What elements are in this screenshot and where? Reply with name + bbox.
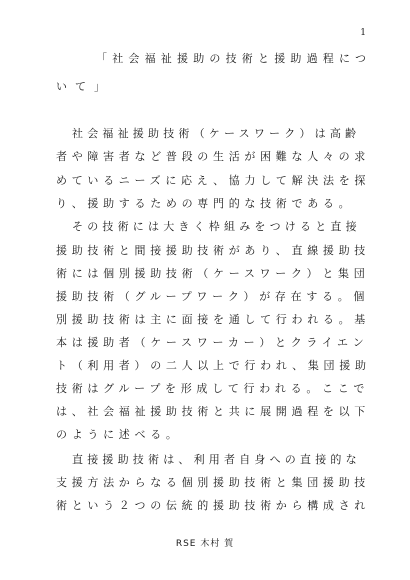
- paragraph-2-line: のように述べる。: [56, 428, 182, 441]
- document-title-line-1: 「社会福祉援助の技術と援助過程につ: [96, 52, 372, 65]
- document-title-line-2: いて」: [56, 80, 113, 93]
- paragraph-2-line: 技術はグループを形成して行われる。ここで: [56, 382, 370, 395]
- paragraph-2-line: 別援助技術は主に面接を通して行われる。基: [56, 313, 370, 326]
- paragraph-2-line: は、社会福祉援助技術と共に展開過程を以下: [56, 405, 370, 418]
- paragraph-1-line: 社会福祉援助技術（ケースワーク）は高齢: [72, 127, 361, 140]
- paragraph-2-line: その技術には大きく枠組みをつけると直接: [72, 220, 361, 233]
- paragraph-2-line: 援助技術と間接援助技術があり、直線援助技: [56, 244, 370, 257]
- paragraph-1-line: 者や障害者など普段の生活が困難な人々の求: [56, 150, 370, 163]
- paragraph-1-line: めているニーズに応え、協力して解決法を探: [56, 174, 371, 187]
- paragraph-3-line: 直接援助技術は、利用者自身への直接的な: [72, 453, 361, 466]
- footer-author: RSE 木村 賀: [175, 539, 235, 549]
- paragraph-3-line: 術という２つの伝統的援助技術から構成され: [56, 499, 370, 512]
- page-number: 1: [360, 28, 366, 38]
- paragraph-1-line: り、援助するための専門的な技術である。: [56, 197, 355, 210]
- paragraph-2-line: 援助技術（グループワーク）が存在する。個: [56, 290, 370, 303]
- paragraph-2-line: 本は援助者（ケースワーカー）とクライエン: [56, 336, 369, 349]
- paragraph-3-line: 支援方法からなる個別援助技術と集団援助技: [56, 476, 370, 489]
- paragraph-2-line: ト（利用者）の二人以上で行われ、集団援助: [56, 359, 371, 372]
- paragraph-2-line: 術には個別援助技術（ケースワーク）と集団: [56, 267, 370, 280]
